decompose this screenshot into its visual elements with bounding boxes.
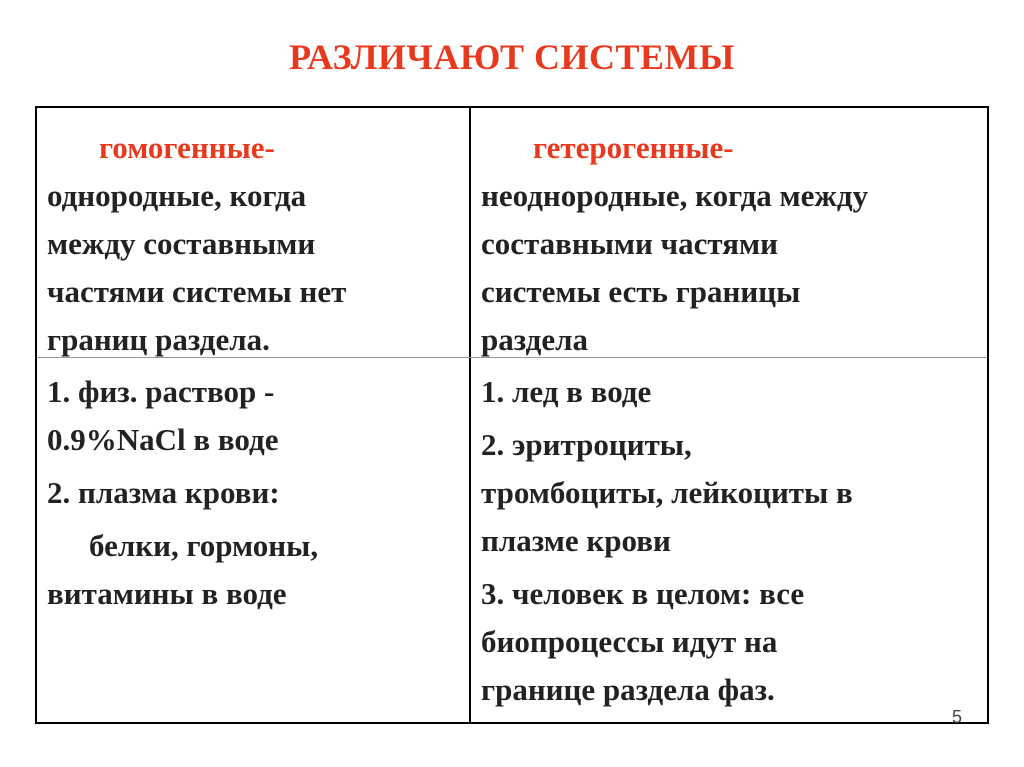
heterogeneous-example-3-cont: границе раздела фаз. — [481, 672, 775, 707]
homogeneous-example-2-sub-cont: витамины в воде — [47, 576, 287, 611]
heterogeneous-examples-cell — [481, 368, 981, 714]
homogeneous-example-1: 1. физ. раствор - — [47, 374, 275, 409]
comparison-table — [35, 106, 989, 724]
homogeneous-example-2: 2. плазма крови: — [47, 475, 280, 510]
heterogeneous-example-2-cont: плазме крови — [481, 523, 671, 558]
heterogeneous-line: раздела — [481, 322, 588, 357]
homogeneous-line: между составными — [47, 226, 316, 261]
homogeneous-term: гомогенные- — [99, 130, 275, 165]
heterogeneous-line: неоднородные, когда между — [481, 178, 869, 213]
homogeneous-definition-cell — [47, 124, 457, 364]
heterogeneous-example-1: 1. лед в воде — [481, 374, 652, 409]
heterogeneous-definition-cell — [481, 124, 981, 364]
homogeneous-example-2-sub: белки, гормоны, — [89, 528, 319, 563]
homogeneous-example-1-cont: 0.9%NaCl в воде — [47, 422, 279, 457]
heterogeneous-example-3-cont: биопроцессы идут на — [481, 624, 778, 659]
homogeneous-line: однородные, когда — [47, 178, 307, 213]
column-divider — [469, 108, 471, 722]
heterogeneous-example-3: 3. человек в целом: все — [481, 576, 805, 611]
homogeneous-examples-cell — [47, 368, 457, 618]
homogeneous-line: границ раздела. — [47, 322, 270, 357]
heterogeneous-line: составными частями — [481, 226, 778, 261]
heterogeneous-line: системы есть границы — [481, 274, 801, 309]
heterogeneous-term: гетерогенные- — [533, 130, 734, 165]
heterogeneous-example-2-cont: тромбоциты, лейкоциты в — [481, 475, 853, 510]
slide-number: 5 — [952, 707, 963, 727]
slide-title: РАЗЛИЧАЮТ СИСТЕМЫ — [289, 37, 735, 77]
heterogeneous-example-2: 2. эритроциты, — [481, 427, 692, 462]
homogeneous-line: частями системы нет — [47, 274, 347, 309]
